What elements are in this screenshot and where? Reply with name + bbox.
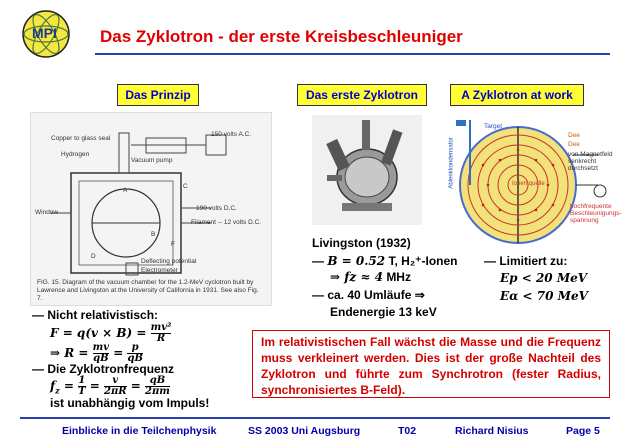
label-deflecting: Deflecting potential bbox=[141, 258, 197, 265]
figure-caption: FIG. 15. Diagram of the vacuum chamber for the 1.2-MeV cyclotron built by Lawrence and Livingston at the University of California in 1931. See also Fig. 7. bbox=[37, 279, 259, 302]
limit-heading-label: Limitiert zu: bbox=[499, 254, 568, 268]
relativistic-note-text: Im relativistischen Fall wächst die Masse und die Frequenz muss verkleinert werden. Dies ist der große Nachteil des Zyklotron und führte zum Synchrotron (fester Radius, synchronisiertes B-Feld). bbox=[261, 335, 601, 397]
eq3-3den: 2πm bbox=[145, 386, 170, 397]
label-150v: 150 volts A.C. bbox=[211, 131, 252, 138]
label-filament: Filament -- 12 volts D.C. bbox=[191, 219, 262, 226]
loops-text: ca. 40 Umläufe ⇒ bbox=[327, 288, 425, 302]
label-target: Target bbox=[484, 123, 503, 130]
label-hydrogen: Hydrogen bbox=[61, 151, 90, 158]
eq2b-den: qB bbox=[127, 353, 143, 364]
label-window: Window bbox=[35, 209, 59, 216]
relativistic-note-box bbox=[252, 330, 610, 398]
eq2-lead: ⇒ R = bbox=[50, 346, 89, 360]
livingston-heading: Livingston (1932) bbox=[312, 236, 411, 250]
logo-text: MPI bbox=[32, 25, 57, 41]
footer-page: Page 5 bbox=[566, 425, 600, 437]
equation-frequency: $f_z$ = $\frac{1}{T}$ = $\frac{v}{2\pi R}$ = $\frac{qB}{2\pi m}$ bbox=[50, 375, 170, 397]
label-copper-seal: Copper to glass seal bbox=[51, 135, 111, 142]
eq3-3num: qB bbox=[145, 376, 170, 387]
label-c: C bbox=[183, 183, 188, 190]
loops-line: — ca. 40 Umläufe ⇒ bbox=[312, 288, 425, 302]
b-field-line: — B = 0.52 T, H₂⁺-Ionen bbox=[312, 254, 458, 268]
page-title: Das Zyklotron - der erste Kreisbeschleuniger bbox=[100, 27, 463, 46]
frequency-unit: MHz bbox=[386, 270, 411, 284]
limit-heading: — Limitiert zu: bbox=[484, 254, 568, 268]
zyklotronfrequenz: — Die Zyklotronfrequenz bbox=[32, 362, 175, 376]
label-a: A bbox=[123, 187, 128, 194]
label-f: F bbox=[171, 241, 175, 248]
eq3-2num: v bbox=[104, 376, 127, 387]
label-dee-top: Dee bbox=[568, 132, 580, 139]
footer-code: T02 bbox=[398, 425, 417, 437]
footer-author: Richard Nisius bbox=[455, 425, 529, 437]
cyclotron-schematic bbox=[448, 115, 622, 250]
eq3-2den: 2πR bbox=[104, 386, 127, 397]
label-magnetfeld: von Magnetfeld senkrecht durchsetzt bbox=[568, 151, 613, 172]
limit-proton: Ep < 20 MeV bbox=[500, 271, 588, 285]
nicht-relativistisch-label: Nicht relativistisch: bbox=[47, 308, 159, 322]
cyclotron-chamber-diagram bbox=[30, 112, 272, 306]
section-prinzip: Das Prinzip bbox=[117, 84, 199, 106]
eq3-sub: z bbox=[55, 385, 60, 396]
equation-radius: ⇒ R = $\frac{mv}{qB}$ = $\frac{p}{qB}$ bbox=[50, 342, 143, 364]
eq3-1num: 1 bbox=[78, 375, 86, 386]
label-vacuum-pump: Vacuum pump bbox=[131, 157, 173, 164]
frequency-line bbox=[330, 270, 411, 284]
mpi-logo bbox=[20, 8, 72, 60]
footer-rule bbox=[20, 417, 610, 419]
eq2b-num: p bbox=[127, 343, 142, 354]
label-ionenquelle: Ionen quelle bbox=[512, 181, 545, 187]
footer-course: Einblicke in die Teilchenphysik bbox=[62, 425, 217, 437]
limit-alpha: Eα < 70 MeV bbox=[500, 289, 588, 303]
label-b: B bbox=[151, 231, 156, 238]
impuls-note: ist unabhängig vom Impuls! bbox=[50, 396, 210, 410]
label-electrometer: Electrometer bbox=[141, 267, 178, 274]
eq3-1den: T bbox=[78, 386, 86, 397]
energy-line: Endenergie 13 keV bbox=[330, 305, 437, 319]
b-field-unit: T, bbox=[388, 254, 398, 268]
ion-type: H₂⁺-Ionen bbox=[401, 254, 458, 268]
eq1-num: mv² bbox=[150, 322, 172, 333]
zyklotronfrequenz-label: Die Zyklotronfrequenz bbox=[47, 362, 175, 376]
nicht-relativistisch: — Nicht relativistisch: bbox=[32, 308, 159, 322]
label-190v: 190 volts D.C. bbox=[196, 205, 237, 212]
eq2a-num: mv bbox=[92, 342, 110, 353]
equation-lorentz bbox=[50, 323, 171, 344]
footer-semester: SS 2003 Uni Augsburg bbox=[248, 425, 361, 437]
frequency-value: ⇒ fz ≈ 4 bbox=[330, 270, 383, 284]
livingston-photo bbox=[312, 115, 422, 225]
section-erste-zyklotron: Das erste Zyklotron bbox=[297, 84, 427, 106]
eq1-lhs: F = q(v × B) = bbox=[50, 326, 147, 340]
label-dee-bottom: Dee bbox=[568, 141, 580, 148]
section-at-work: A Zyklotron at work bbox=[450, 84, 584, 106]
label-hf-spannung: hochfrequente Beschleunigungs-spannung bbox=[570, 203, 622, 224]
label-ablenkkondensator: Ablenkkondensator bbox=[448, 137, 455, 189]
b-field-value: B = 0.52 bbox=[327, 254, 386, 268]
eq1-den: R bbox=[156, 333, 166, 344]
eq3-lead: f bbox=[50, 379, 56, 393]
label-d: D bbox=[91, 253, 96, 260]
eq2a-den: qB bbox=[93, 353, 109, 364]
title-rule bbox=[95, 53, 610, 55]
